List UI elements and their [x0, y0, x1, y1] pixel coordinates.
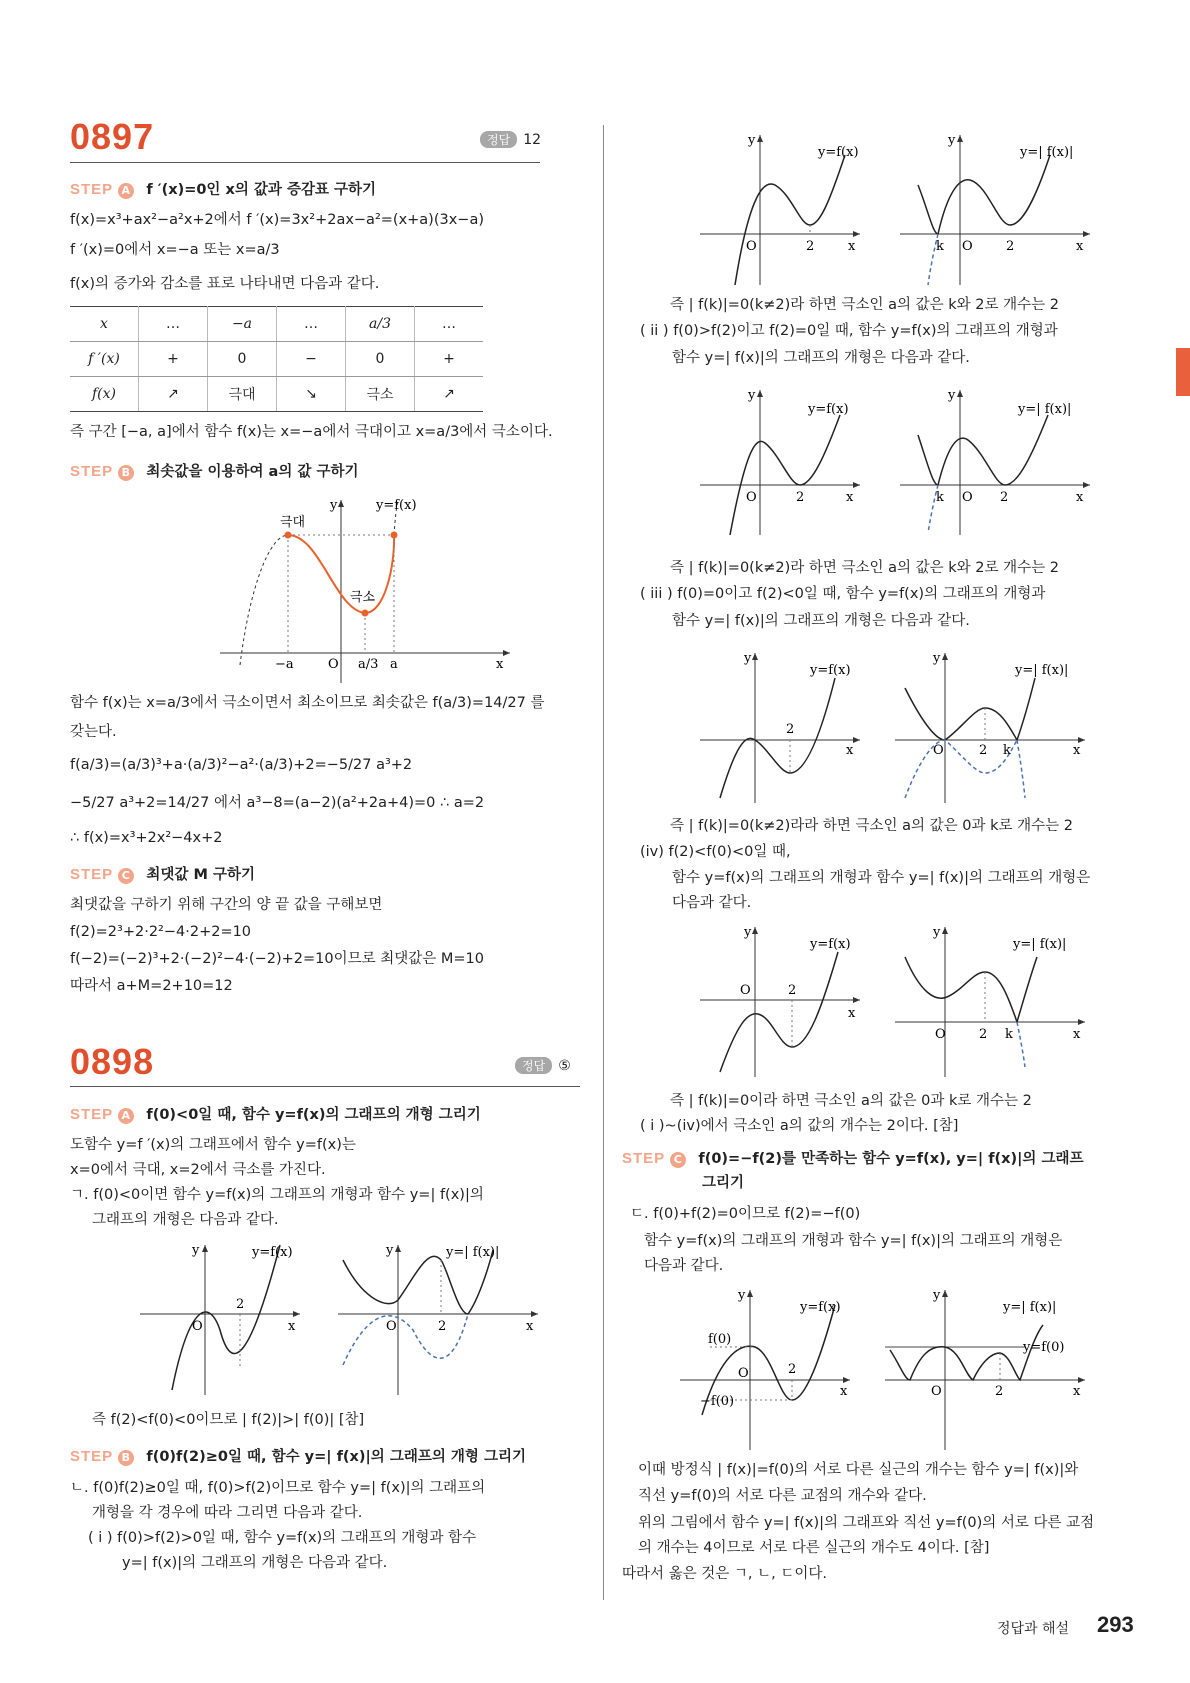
step-a-heading	[70, 181, 376, 199]
text-line: 이때 방정식 | f(x)|=f(0)의 서로 다른 실근의 개수는 함수 y=| f(x)|와	[638, 1462, 1079, 1478]
text-line: 따라서 옳은 것은 ㄱ, ㄴ, ㄷ이다.	[622, 1566, 827, 1582]
x-label: x	[288, 1319, 296, 1334]
text-line: 함수 y=| f(x)|의 그래프의 개형은 다음과 같다.	[672, 350, 970, 366]
tick-neg-a: −a	[275, 657, 294, 672]
func-label: y=| f(x)|	[1013, 937, 1067, 952]
text-line: 따라서 a+M=2+10=12	[70, 978, 233, 994]
x-label: x	[848, 239, 856, 254]
line-label: y=f(0)	[1023, 1340, 1065, 1355]
y-label: y	[948, 133, 956, 148]
text-line: ㄴ. f(0)f(2)≥0일 때, f(0)>f(2)이므로 함수 y=| f(x)|의 그래프의	[70, 1480, 486, 1496]
func-label: y=f(x)	[376, 498, 417, 513]
y-label: y	[933, 925, 941, 940]
table-cell: 0	[208, 342, 277, 377]
text-line: 즉 | f(k)|=0(k≠2)라 하면 극소인 a의 값은 k와 2로 개수는 2	[670, 560, 1059, 576]
answer-0898	[515, 1057, 571, 1074]
origin-label: O	[746, 239, 757, 254]
table-cell: 0	[346, 342, 415, 377]
k-label: k	[936, 239, 944, 254]
table-cell: …	[415, 307, 484, 342]
graph-case-i-abs	[900, 130, 1100, 290]
text-line: 의 개수는 4이므로 서로 다른 실근의 개수도 4이다. [참]	[638, 1540, 990, 1556]
tick-x: x	[496, 657, 504, 672]
min-point	[362, 610, 369, 617]
text-line: −5/27 a³+2=14/27 에서 a³−8=(a−2)(a²+2a+4)=0 ∴ a=2	[70, 795, 485, 811]
tick-a-third: a/3	[358, 657, 379, 672]
text-line: 위의 그림에서 함수 y=| f(x)|의 그래프와 직선 y=f(0)의 서로 다른 교점	[638, 1515, 1095, 1531]
step-mark: B	[118, 1450, 134, 1466]
table-row	[70, 377, 483, 412]
func-label: y=f(x)	[808, 402, 849, 417]
tick-2: 2	[786, 722, 795, 737]
text-line: f(a/3)=(a/3)³+a·(a/3)²−a²·(a/3)+2=−5/27 a³+2	[70, 757, 413, 773]
text-line: ( i ) f(0)>f(2)>0일 때, 함수 y=f(x)의 그래프의 개형과 함수	[88, 1530, 477, 1546]
x-label: x	[1076, 490, 1084, 505]
origin-label: O	[386, 1319, 397, 1334]
step-label: STEP	[70, 1448, 114, 1465]
y-arrow	[338, 500, 344, 507]
text-line: 함수 y=f(x)의 그래프의 개형과 함수 y=| f(x)|의 그래프의 개형은	[644, 1233, 1063, 1249]
column-divider	[603, 125, 604, 1600]
y-label: y	[933, 651, 941, 666]
table-cell: …	[277, 307, 346, 342]
text-line: f(x)=x³+ax²−a²x+2에서 f ′(x)=3x²+2ax−a²=(x+a)(3x−a)	[70, 212, 484, 228]
answer-value: 12	[523, 132, 542, 148]
graph-case-iv-abs	[895, 922, 1105, 1082]
step-b-heading	[70, 1448, 526, 1466]
tick-2: 2	[1006, 239, 1015, 254]
text-line: 즉 | f(k)|=0이라 하면 극소인 a의 값은 0과 k로 개수는 2	[670, 1093, 1032, 1109]
y-label: y	[948, 388, 956, 403]
text-line: ( ii ) f(0)>f(2)이고 f(2)=0일 때, 함수 y=f(x)의 그래프의 개형과	[640, 323, 1058, 339]
y-label: y	[738, 1288, 746, 1303]
graph-c-abs	[885, 1285, 1100, 1455]
origin-label: O	[935, 1027, 946, 1042]
title-rule	[70, 1086, 580, 1087]
graph-c-f	[680, 1285, 880, 1455]
table-cell: −a	[208, 307, 277, 342]
text-line: 개형을 각 경우에 따라 그리면 다음과 같다.	[92, 1505, 363, 1521]
dashed-left-curve	[240, 535, 288, 665]
func-label: y=| f(x)|	[1015, 663, 1069, 678]
tick-a: a	[390, 657, 398, 672]
step-b-heading	[70, 463, 358, 481]
step-c-heading	[622, 1150, 1084, 1168]
func-label: y=f(x)	[810, 663, 851, 678]
graph-case-iii-f	[700, 648, 890, 808]
table-row	[70, 342, 483, 377]
x-arrow	[503, 650, 510, 656]
step-a-heading	[70, 1106, 481, 1124]
graph-case-iii-abs	[895, 648, 1105, 808]
origin-label: O	[740, 983, 751, 998]
answer-badge: 정답	[515, 1057, 552, 1074]
table-cell: …	[139, 307, 208, 342]
step-title: f(0)f(2)≥0일 때, 함수 y=| f(x)|의 그래프의 개형 그리기	[146, 1449, 526, 1465]
step-mark: C	[670, 1152, 686, 1168]
title-rule	[70, 162, 540, 163]
table-cell: f(x)	[70, 377, 139, 412]
func-label: y=| f(x)|	[1003, 1300, 1057, 1315]
sign-table	[70, 306, 483, 412]
text-line: 도함수 y=f ′(x)의 그래프에서 함수 y=f(x)는	[70, 1137, 356, 1153]
step-title-cont: 그리기	[702, 1175, 745, 1191]
text-line: 즉 | f(k)|=0(k≠2)라라 하면 극소인 a의 값은 0과 k로 개수는 2	[670, 818, 1073, 834]
func-label: y=f(x)	[818, 145, 859, 160]
step-title: 최솟값을 이용하여 a의 값 구하기	[146, 464, 359, 480]
text-line: 함수 y=| f(x)|의 그래프의 개형은 다음과 같다.	[672, 613, 970, 629]
x-label: x	[1073, 1027, 1081, 1042]
max-label: 극대	[280, 515, 306, 530]
table-cell: ↗	[415, 377, 484, 412]
step-label: STEP	[70, 866, 114, 883]
answer-badge: 정답	[480, 131, 517, 148]
step-mark: C	[118, 868, 134, 884]
k-label: k	[936, 490, 944, 505]
text-line: ㄷ. f(0)+f(2)=0이므로 f(2)=−f(0)	[630, 1206, 861, 1222]
origin-label: O	[962, 490, 973, 505]
func-label: y=| f(x)|	[1018, 402, 1072, 417]
table-cell: 극소	[346, 377, 415, 412]
step-title: 최댓값 M 구하기	[146, 867, 255, 883]
text-line: y=| f(x)|의 그래프의 개형은 다음과 같다.	[122, 1555, 388, 1571]
tick-2: 2	[788, 1362, 797, 1377]
end-point	[391, 532, 398, 539]
neg-f0-label: −f(0)	[700, 1394, 735, 1409]
text-line: ∴ f(x)=x³+2x²−4x+2	[70, 830, 223, 846]
step-c-heading	[70, 866, 255, 884]
tick-2: 2	[995, 1384, 1004, 1399]
text-line: 직선 y=f(0)의 서로 다른 교점의 개수와 같다.	[638, 1488, 927, 1504]
origin-label: O	[746, 490, 757, 505]
step-label: STEP	[70, 181, 114, 198]
min-label: 극소	[350, 590, 376, 605]
text-line: ( iii ) f(0)=0이고 f(2)<0일 때, 함수 y=f(x)의 그래프의 개형과	[640, 586, 1046, 602]
tick-2: 2	[979, 743, 988, 758]
text-line: f(−2)=(−2)³+2·(−2)²−4·(−2)+2=10이므로 최댓값은 M=10	[70, 951, 484, 967]
tick-2: 2	[788, 983, 797, 998]
graph-f-negative	[140, 1240, 330, 1400]
func-label: y=f(x)	[800, 1300, 841, 1315]
table-cell: −	[277, 342, 346, 377]
step-title: f ′(x)=0인 x의 값과 증감표 구하기	[146, 182, 377, 198]
func-label: y=| f(x)|	[446, 1245, 500, 1260]
y-label: y	[744, 651, 752, 666]
step-mark: B	[118, 465, 134, 481]
graph-case-iv-f	[700, 922, 890, 1082]
table-cell: a/3	[346, 307, 415, 342]
table-cell: 극대	[208, 377, 277, 412]
origin-label: O	[738, 1366, 749, 1381]
func-label: y=f(x)	[810, 937, 851, 952]
x-label: x	[848, 1006, 856, 1021]
text-line: 함수 f(x)는 x=a/3에서 극소이면서 최소이므로 최솟값은 f(a/3)=14/27 를	[70, 695, 545, 711]
step-label: STEP	[70, 1106, 114, 1123]
tick-2: 2	[806, 239, 815, 254]
text-line: 즉 | f(k)|=0(k≠2)라 하면 극소인 a의 값은 k와 2로 개수는 2	[670, 297, 1059, 313]
page-number: 293	[1097, 1612, 1134, 1637]
x-label: x	[1073, 1384, 1081, 1399]
tick-2: 2	[979, 1027, 988, 1042]
answer-0897	[480, 131, 541, 148]
origin-label: O	[933, 743, 944, 758]
text-line: 다음과 같다.	[672, 895, 752, 911]
x-label: x	[840, 1384, 848, 1399]
y-label: y	[748, 133, 756, 148]
text-line: 즉 구간 [−a, a]에서 함수 f(x)는 x=−a에서 극대이고 x=a/3에서 극소이다.	[70, 424, 553, 440]
x-label: x	[526, 1319, 534, 1334]
y-label: y	[192, 1243, 200, 1258]
table-cell: +	[139, 342, 208, 377]
text-line: f ′(x)=0에서 x=−a 또는 x=a/3	[70, 242, 280, 258]
graph-case-ii-f	[700, 385, 890, 540]
text-line: f(x)의 증가와 감소를 표로 나타내면 다음과 같다.	[70, 276, 380, 292]
table-cell: f ′(x)	[70, 342, 139, 377]
tick-2: 2	[1000, 490, 1009, 505]
k-label: k	[1005, 1027, 1013, 1042]
text-line: 갖는다.	[70, 724, 117, 740]
origin-label: O	[192, 1319, 203, 1334]
y-label: y	[386, 1243, 394, 1258]
x-label: x	[846, 490, 854, 505]
step-label: STEP	[622, 1150, 666, 1167]
step-title: f(0)=−f(2)를 만족하는 함수 y=f(x), y=| f(x)|의 그래프	[698, 1151, 1084, 1167]
y-label: y	[933, 1288, 941, 1303]
tick-2: 2	[438, 1319, 447, 1334]
text-line: f(2)=2³+2·2²−4·2+2=10	[70, 924, 252, 940]
step-title: f(0)<0일 때, 함수 y=f(x)의 그래프의 개형 그리기	[146, 1107, 481, 1123]
problem-number-0898: 0898	[70, 1041, 155, 1082]
x-label: x	[1076, 239, 1084, 254]
graph-case-i-f	[700, 130, 890, 290]
y-label: y	[330, 498, 338, 513]
page-tab-marker	[1176, 348, 1190, 396]
problem-number-0897: 0897	[70, 116, 155, 157]
origin-label: O	[931, 1384, 942, 1399]
graph-abs-f-negative	[338, 1240, 548, 1400]
text-line: x=0에서 극대, x=2에서 극소를 가진다.	[70, 1162, 326, 1178]
table-cell: ↗	[139, 377, 208, 412]
table-cell: +	[415, 342, 484, 377]
step-mark: A	[118, 1108, 134, 1124]
table-row	[70, 307, 483, 342]
k-label: k	[1003, 743, 1011, 758]
footer-label: 정답과 해설	[997, 1621, 1070, 1637]
tick-2: 2	[796, 490, 805, 505]
y-label: y	[744, 925, 752, 940]
cubic-graph	[220, 495, 520, 685]
table-cell: ↘	[277, 377, 346, 412]
max-point	[285, 532, 292, 539]
x-label: x	[846, 743, 854, 758]
tick-origin: O	[328, 657, 339, 672]
text-line: 최댓값을 구하기 위해 구간의 양 끝 값을 구해보면	[70, 897, 383, 913]
f0-label: f(0)	[708, 1332, 732, 1347]
text-line: 다음과 같다.	[644, 1258, 724, 1274]
table-cell: x	[70, 307, 139, 342]
x-label: x	[1073, 743, 1081, 758]
origin-label: O	[962, 239, 973, 254]
answer-value: ⑤	[558, 1058, 571, 1074]
text-line: 즉 f(2)<f(0)<0이므로 | f(2)|>| f(0)| [참]	[92, 1412, 365, 1428]
text-line: (iv) f(2)<f(0)<0일 때,	[640, 844, 791, 860]
text-line: 함수 y=f(x)의 그래프의 개형과 함수 y=| f(x)|의 그래프의 개형은	[672, 870, 1091, 886]
text-line: ㄱ. f(0)<0이면 함수 y=f(x)의 그래프의 개형과 함수 y=| f(x)|의	[70, 1187, 484, 1203]
func-label: y=f(x)	[252, 1245, 293, 1260]
graph-case-ii-abs	[900, 385, 1100, 540]
y-label: y	[748, 388, 756, 403]
text-line: 그래프의 개형은 다음과 같다.	[92, 1212, 279, 1228]
func-label: y=| f(x)|	[1020, 145, 1074, 160]
step-label: STEP	[70, 463, 114, 480]
step-mark: A	[118, 183, 134, 199]
text-line: ( i )~(iv)에서 극소인 a의 값의 개수는 2이다. [참]	[640, 1118, 959, 1134]
tick-2: 2	[236, 1297, 245, 1312]
